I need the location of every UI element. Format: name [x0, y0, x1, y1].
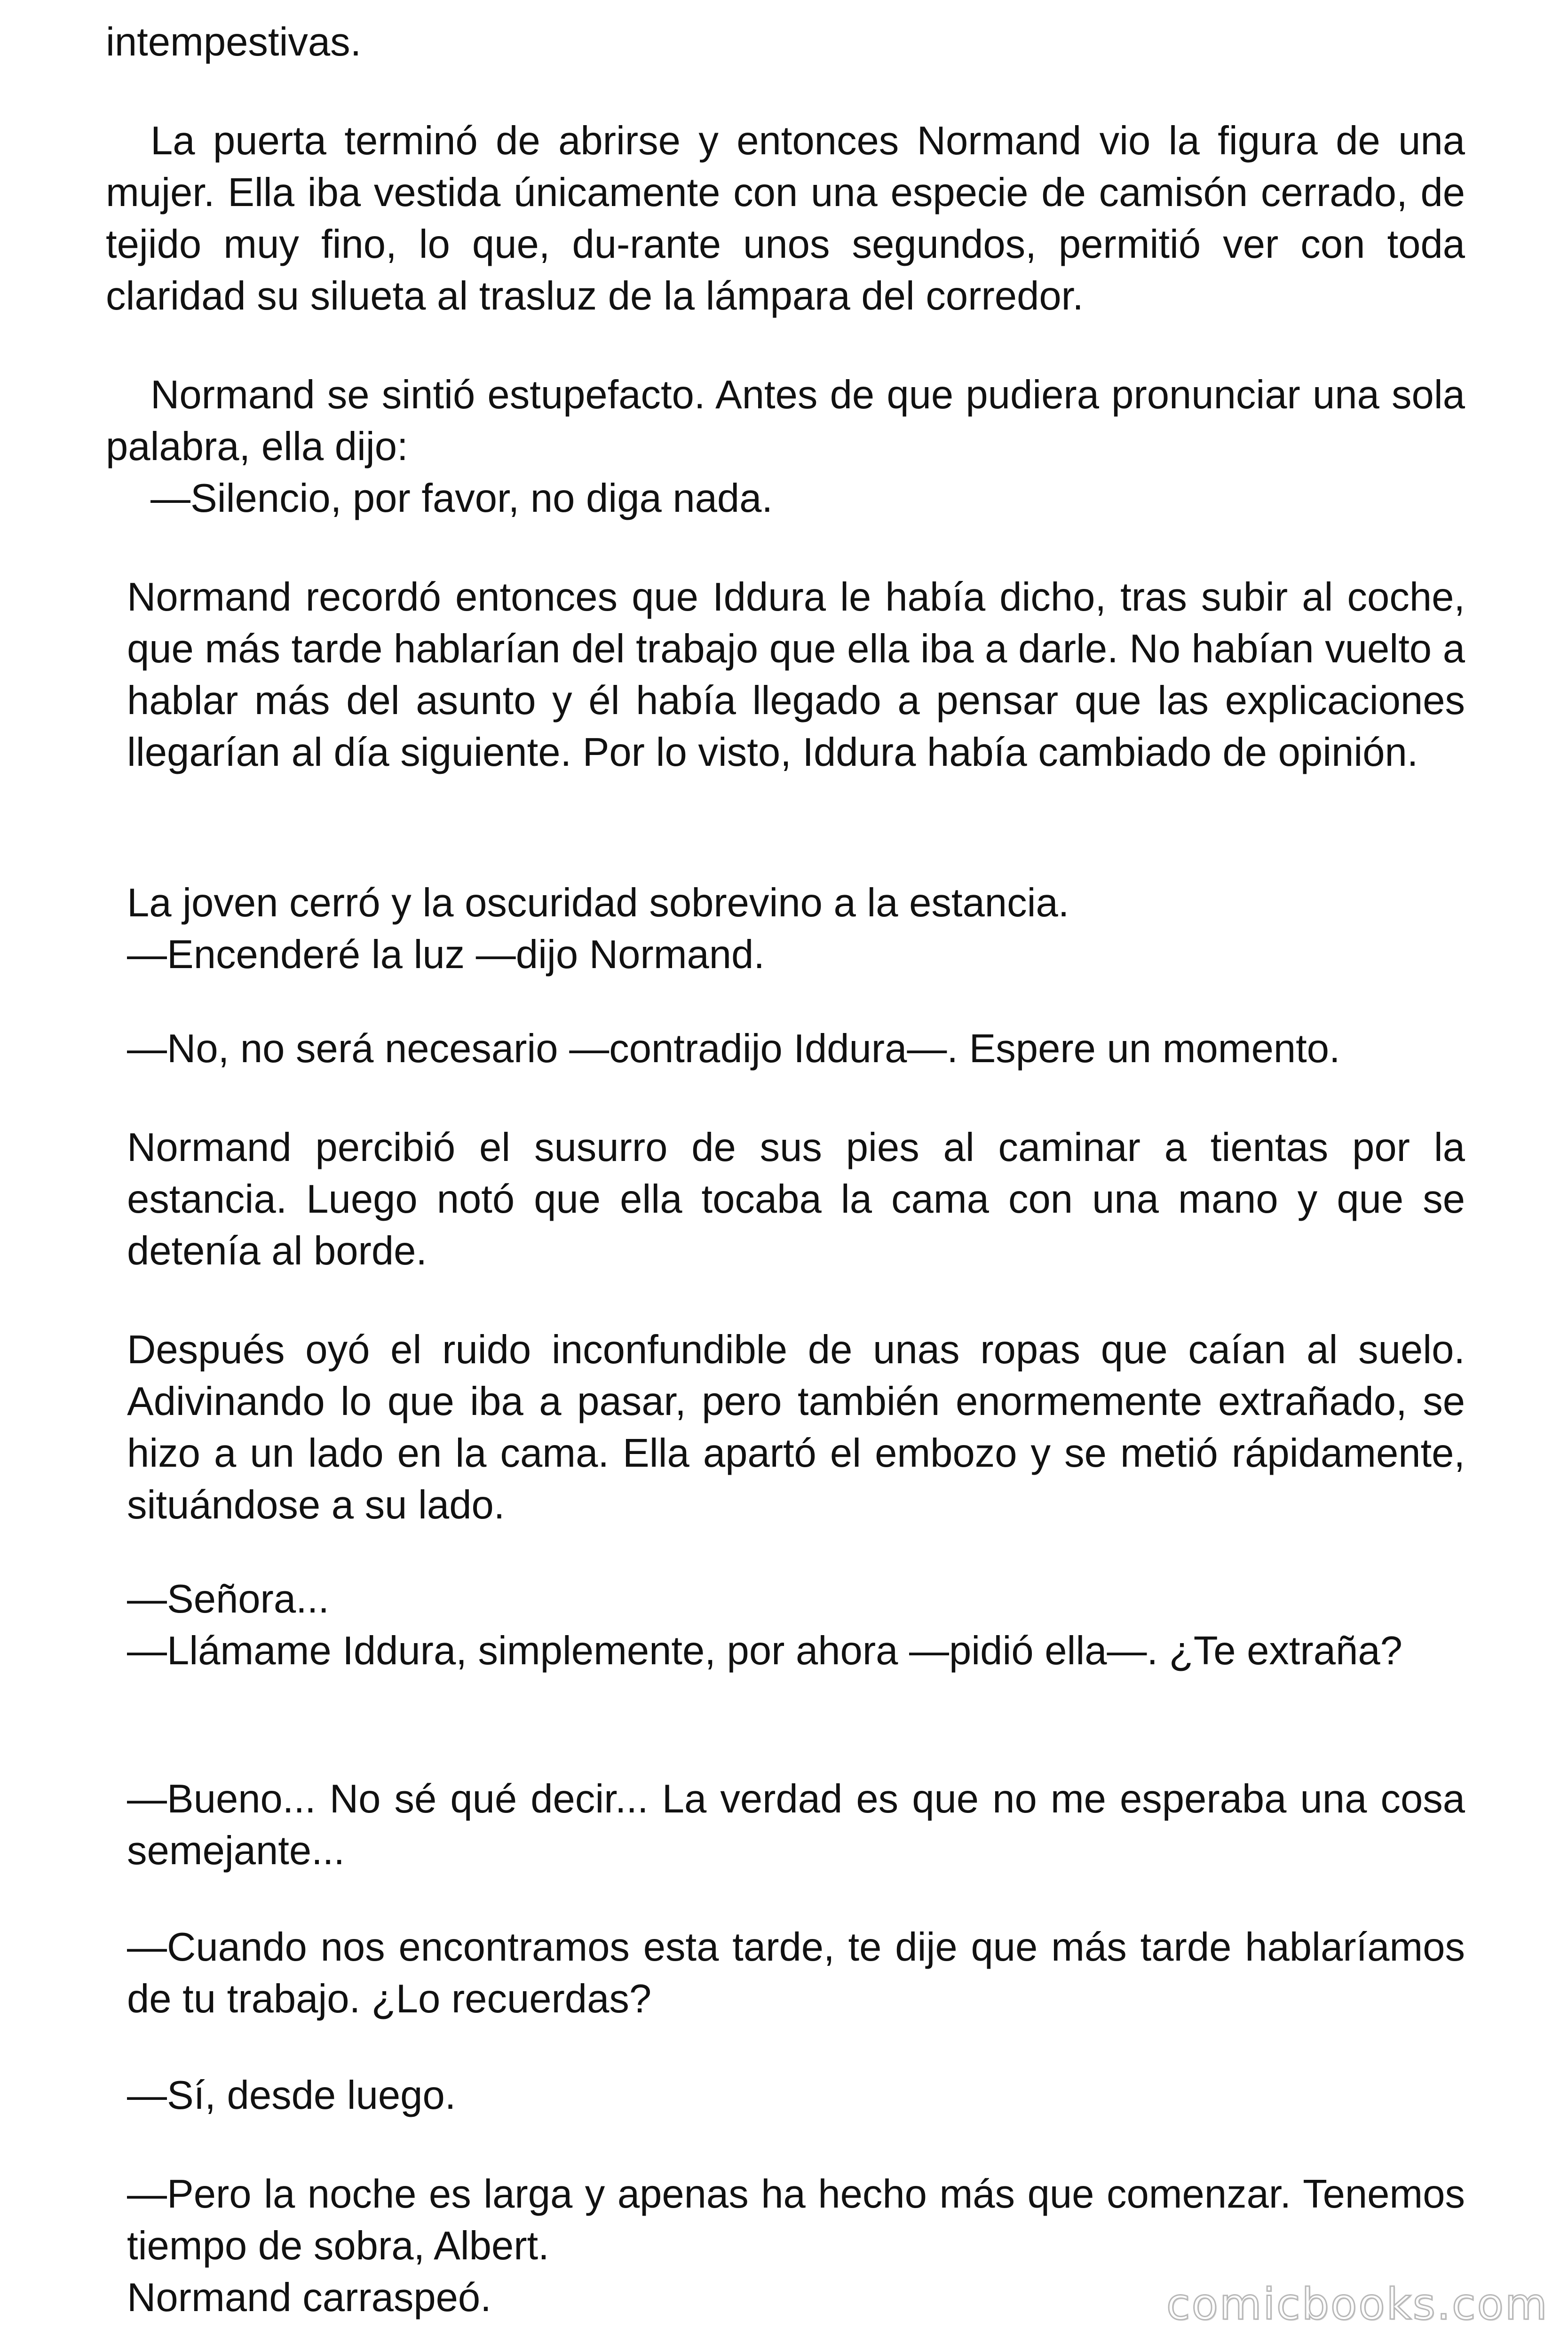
dialogue-line: —Bueno... No sé qué decir... La verdad es que no me esperaba una cosa semejante... [127, 1777, 1465, 1873]
paragraph-6 [127, 1023, 1465, 1075]
paragraph-10 [127, 1773, 1465, 1877]
paragraph-1 [106, 16, 1465, 68]
paragraph-7 [127, 1122, 1465, 1277]
dialogue-line: —Pero la noche es larga y apenas ha hecho más que comenzar. Tenemos tiempo de sobra, Albert. [127, 2172, 1465, 2268]
dialogue-line: —Encenderé la luz —dijo Normand. [127, 932, 765, 977]
dialogue-line: —No, no será necesario —contradijo Iddura—. Espere un momento. [127, 1026, 1340, 1071]
text-line: Normand se sintió estupefacto. Antes de que pudiera pronunciar una sola palabra, ella dijo: [106, 373, 1465, 469]
site-watermark: comicbooks.com [1166, 2279, 1549, 2329]
paragraph-9 [127, 1573, 1465, 1677]
paragraph-2 [106, 115, 1465, 322]
paragraph-12 [127, 2070, 1465, 2122]
text-line: Normand recordó entonces que Iddura le había dicho, tras subir al coche, que más tarde hablarían del trabajo que ella iba a darle. No habían vuelto a hablar más del asunto y él había llegado a pensar que las explicaciones llegarían al día siguiente. Por lo visto, Iddura había cambiado de opinión. [127, 575, 1465, 775]
dialogue-line: —Sí, desde luego. [127, 2073, 456, 2118]
paragraph-5 [127, 877, 1465, 981]
text-line: La joven cerró y la oscuridad sobrevino a la estancia. [127, 881, 1069, 925]
text-line: La puerta terminó de abrirse y entonces Normand vio la figura de una mujer. Ella iba vestida únicamente con una especie de camisón cerrado, de tejido muy fino, lo que, du-rante unos segundos, permitió ver con toda claridad su silueta al trasluz de la lámpara del corredor. [106, 119, 1465, 318]
paragraph-4 [127, 572, 1465, 779]
paragraph-3 [106, 369, 1465, 524]
dialogue-line: —Cuando nos encontramos esta tarde, te dije que más tarde hablaríamos de tu trabajo. ¿Lo recuerdas? [127, 1925, 1465, 2021]
dialogue-line: —Señora... [127, 1577, 329, 1621]
text-line: Después oyó el ruido inconfundible de unas ropas que caían al suelo. Adivinando lo que iba a pasar, pero también enormemente extrañado, se hizo a un lado en la cama. Ella apartó el embozo y se metió rápidamente, situándose a su lado. [127, 1327, 1465, 1527]
text-line: Normand carraspeó. [127, 2275, 491, 2320]
text-line: intempestivas. [106, 20, 362, 64]
text-line: Normand percibió el susurro de sus pies al caminar a tientas por la estancia. Luego notó que ella tocaba la cama con una mano y que se detenía al borde. [127, 1125, 1465, 1273]
dialogue-line: —Llámame Iddura, simplemente, por ahora —pidió ella—. ¿Te extraña? [127, 1629, 1402, 1673]
paragraph-11 [127, 1922, 1465, 2025]
dialogue-line: —Silencio, por favor, no diga nada. [150, 476, 773, 521]
paragraph-8 [127, 1324, 1465, 1531]
